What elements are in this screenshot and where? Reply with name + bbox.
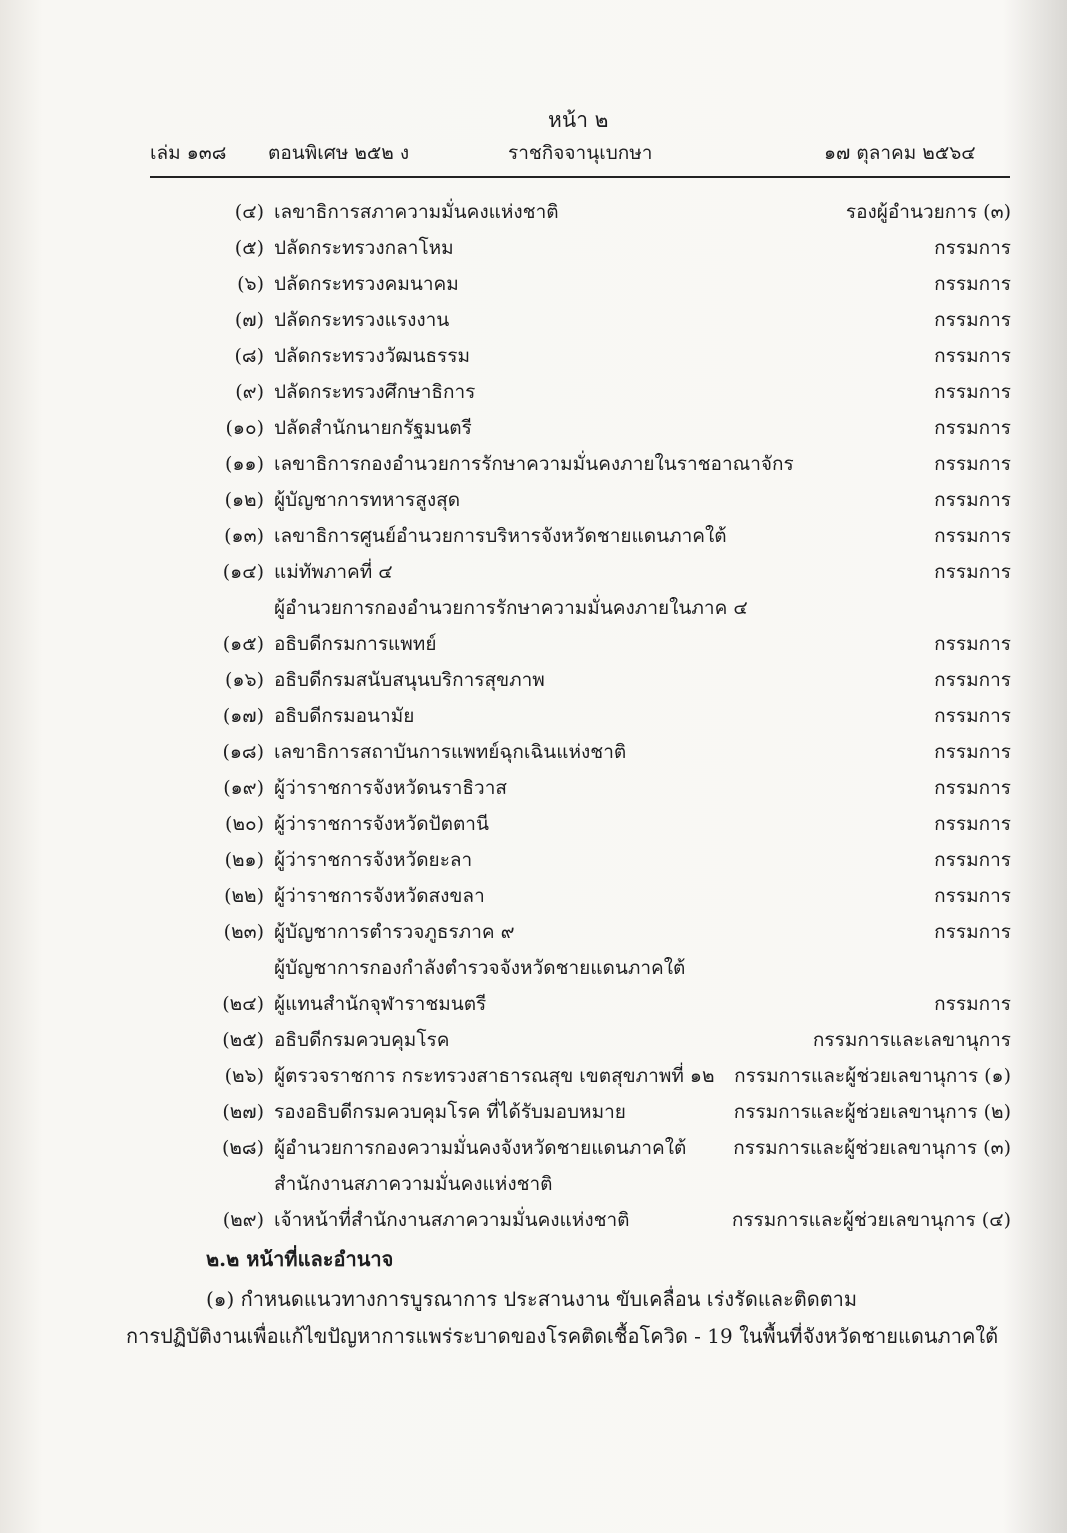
- member-row: [0, 557, 1067, 591]
- member-row: [0, 197, 1067, 231]
- section-heading: ๒.๒ หน้าที่และอำนาจ: [206, 1247, 394, 1271]
- member-title: อธิบดีกรมการแพทย์: [274, 633, 437, 655]
- member-number: (๑๔): [222, 561, 264, 583]
- member-title: ผู้ว่าราชการจังหวัดปัตตานี: [274, 813, 489, 835]
- member-row: [0, 1025, 1067, 1059]
- page-number: หน้า ๒: [548, 108, 609, 132]
- member-number: (๒๙): [222, 1209, 264, 1231]
- member-number: (๒๗): [222, 1101, 264, 1123]
- member-row: [0, 737, 1067, 771]
- member-number: (๑๗): [222, 705, 264, 727]
- member-role: กรรมการและเลขานุการ: [812, 1029, 1011, 1051]
- member-row: [0, 881, 1067, 915]
- member-role: กรรมการ: [934, 525, 1011, 547]
- member-row: [0, 521, 1067, 555]
- member-role: กรรมการ: [934, 561, 1011, 583]
- member-title: ผู้ตรวจราชการ กระทรวงสาธารณสุข เขตสุขภาพที่ ๑๒: [274, 1065, 715, 1087]
- member-number: (๗): [234, 309, 264, 331]
- member-row: [0, 701, 1067, 735]
- member-number: (๙): [235, 381, 264, 403]
- member-title: ผู้ว่าราชการจังหวัดยะลา: [274, 849, 473, 871]
- member-number: (๑๙): [223, 777, 264, 799]
- member-row: [0, 1061, 1067, 1095]
- member-role: กรรมการ: [934, 489, 1011, 511]
- member-row: [0, 917, 1067, 951]
- member-title: เลขาธิการศูนย์อำนวยการบริหารจังหวัดชายแดนภาคใต้: [274, 525, 727, 547]
- member-title: อธิบดีกรมสนับสนุนบริการสุขภาพ: [274, 669, 545, 691]
- member-role: รองผู้อำนวยการ (๓): [845, 201, 1011, 223]
- member-role: กรรมการ: [934, 237, 1011, 259]
- member-number: (๒๕): [222, 1029, 264, 1051]
- member-title: ปลัดกระทรวงกลาโหม: [274, 237, 454, 259]
- member-number: (๑๐): [225, 417, 264, 439]
- member-role: กรรมการ: [934, 381, 1011, 403]
- header-divider: [150, 176, 1010, 178]
- member-role: กรรมการ: [934, 417, 1011, 439]
- member-row: [0, 1097, 1067, 1131]
- issue-date: ๑๗ ตุลาคม ๒๕๖๔: [824, 142, 976, 164]
- member-title: แม่ทัพภาคที่ ๔: [274, 561, 393, 583]
- member-role: กรรมการ: [934, 993, 1011, 1015]
- member-title: ผู้บัญชาการทหารสูงสุด: [274, 489, 461, 511]
- volume-number: เล่ม ๑๓๘: [150, 142, 227, 164]
- member-row: [0, 1205, 1067, 1239]
- member-title: ผู้ว่าราชการจังหวัดนราธิวาส: [274, 777, 507, 799]
- member-role: กรรมการ: [934, 813, 1011, 835]
- member-title: ผู้อำนวยการกองความมั่นคงจังหวัดชายแดนภาคใต้: [274, 1137, 687, 1159]
- member-title: อธิบดีกรมควบคุมโรค: [274, 1029, 450, 1051]
- member-role: กรรมการ: [934, 885, 1011, 907]
- member-role: กรรมการและผู้ช่วยเลขานุการ (๑): [734, 1065, 1011, 1087]
- member-number: (๒๖): [224, 1065, 264, 1087]
- member-number: (๑๖): [225, 669, 264, 691]
- member-role: กรรมการ: [934, 453, 1011, 475]
- member-role: กรรมการ: [934, 921, 1011, 943]
- member-number: (๑๑): [225, 453, 264, 475]
- member-title-continuation: ผู้บัญชาการกองกำลังตำรวจจังหวัดชายแดนภาคใต้: [274, 957, 686, 979]
- gazette-name: ราชกิจจานุเบกษา: [508, 142, 653, 164]
- member-row: [0, 305, 1067, 339]
- member-title: ปลัดกระทรวงศึกษาธิการ: [274, 381, 476, 403]
- member-title: เลขาธิการสภาความมั่นคงแห่งชาติ: [274, 201, 559, 223]
- member-role: กรรมการ: [934, 849, 1011, 871]
- member-row: [0, 269, 1067, 303]
- member-number: (๕): [234, 237, 264, 259]
- member-row: [0, 845, 1067, 879]
- member-row: [0, 341, 1067, 375]
- member-title: ผู้ว่าราชการจังหวัดสงขลา: [274, 885, 485, 907]
- duty-paragraph-line-1: (๑) กำหนดแนวทางการบูรณาการ ประสานงาน ขับเคลื่อน เร่งรัดและติดตาม: [206, 1287, 858, 1311]
- member-number: (๖): [237, 273, 264, 295]
- member-number: (๒๓): [223, 921, 264, 943]
- member-row: [0, 449, 1067, 483]
- member-title: ปลัดกระทรวงแรงงาน: [274, 309, 450, 331]
- member-row: [0, 485, 1067, 519]
- member-row: [0, 377, 1067, 411]
- member-role: กรรมการ: [934, 705, 1011, 727]
- member-role: กรรมการ: [934, 273, 1011, 295]
- member-title: ปลัดกระทรวงวัฒนธรรม: [274, 345, 470, 367]
- member-row: [0, 989, 1067, 1023]
- member-row: [0, 413, 1067, 447]
- member-title: ปลัดสำนักนายกรัฐมนตรี: [274, 417, 472, 439]
- member-role: กรรมการและผู้ช่วยเลขานุการ (๓): [733, 1137, 1011, 1159]
- member-row: [0, 773, 1067, 807]
- issue-number: ตอนพิเศษ ๒๕๒ ง: [268, 142, 410, 164]
- member-title: เจ้าหน้าที่สำนักงานสภาความมั่นคงแห่งชาติ: [274, 1209, 630, 1231]
- member-role: กรรมการ: [934, 345, 1011, 367]
- member-title: ผู้บัญชาการตำรวจภูธรภาค ๙: [274, 921, 515, 943]
- member-number: (๑๒): [224, 489, 264, 511]
- member-role: กรรมการและผู้ช่วยเลขานุการ (๔): [731, 1209, 1011, 1231]
- member-number: (๑๘): [222, 741, 264, 763]
- member-number: (๔): [234, 201, 264, 223]
- duty-paragraph-line-2: การปฏิบัติงานเพื่อแก้ไขปัญหาการแพร่ระบาดของโรคติดเชื้อโควิด - 19 ในพื้นที่จังหวัดชายแดนภาคใต้: [126, 1324, 999, 1348]
- member-title: เลขาธิการสถาบันการแพทย์ฉุกเฉินแห่งชาติ: [274, 741, 627, 763]
- member-role: กรรมการ: [934, 309, 1011, 331]
- member-number: (๒๐): [225, 813, 264, 835]
- member-number: (๘): [234, 345, 264, 367]
- member-number: (๒๔): [222, 993, 264, 1015]
- member-number: (๒๘): [221, 1137, 264, 1159]
- member-row: [0, 665, 1067, 699]
- member-row: [0, 809, 1067, 843]
- member-role: กรรมการ: [934, 669, 1011, 691]
- member-title: อธิบดีกรมอนามัย: [274, 705, 415, 727]
- member-title-continuation: ผู้อำนวยการกองอำนวยการรักษาความมั่นคงภายในภาค ๔: [274, 597, 748, 619]
- member-row: [0, 233, 1067, 267]
- member-role: กรรมการ: [934, 633, 1011, 655]
- member-role: กรรมการและผู้ช่วยเลขานุการ (๒): [733, 1101, 1011, 1123]
- member-role: กรรมการ: [934, 777, 1011, 799]
- member-number: (๒๑): [224, 849, 264, 871]
- member-number: (๒๒): [224, 885, 264, 907]
- member-title: ปลัดกระทรวงคมนาคม: [274, 273, 459, 295]
- member-title: รองอธิบดีกรมควบคุมโรค ที่ได้รับมอบหมาย: [274, 1101, 626, 1123]
- member-number: (๑๓): [224, 525, 264, 547]
- member-title: เลขาธิการกองอำนวยการรักษาความมั่นคงภายในราชอาณาจักร: [274, 453, 794, 475]
- member-row: [0, 1133, 1067, 1167]
- member-number: (๑๕): [222, 633, 264, 655]
- member-title-continuation: สำนักงานสภาความมั่นคงแห่งชาติ: [274, 1173, 553, 1195]
- member-title: ผู้แทนสำนักจุฬาราชมนตรี: [274, 993, 487, 1015]
- member-row: [0, 629, 1067, 663]
- member-role: กรรมการ: [934, 741, 1011, 763]
